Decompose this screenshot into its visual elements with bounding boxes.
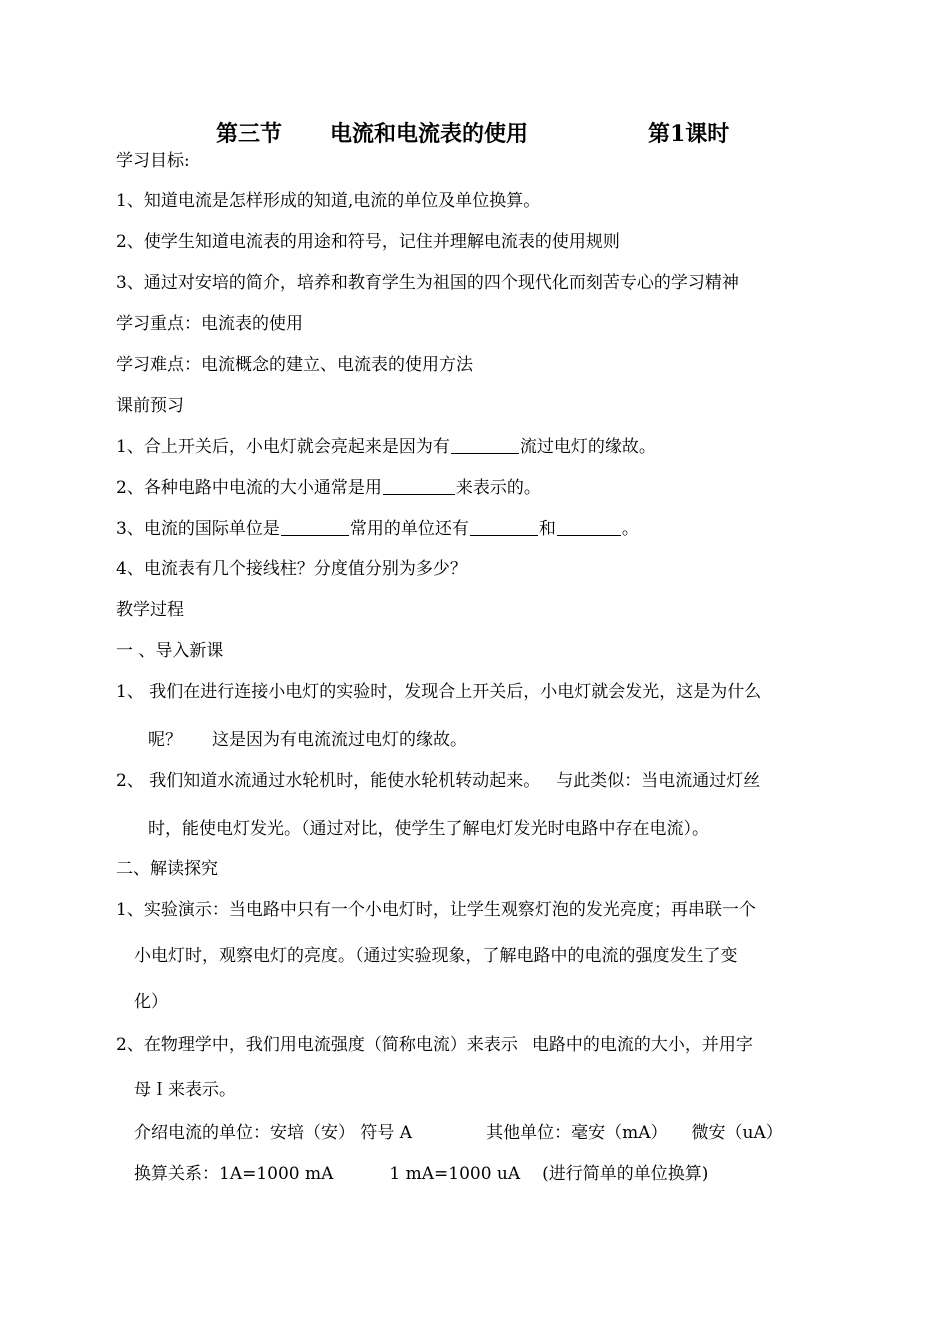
q3-text-c: 和 bbox=[538, 519, 556, 539]
q1-text-b: 流过电灯的缘故。 bbox=[519, 437, 656, 457]
part1-item1-line2 bbox=[148, 729, 467, 751]
part2-item2-line1b: 电路中的电流的大小，并用字 bbox=[531, 1035, 753, 1055]
part1-item1-line2b: 这是因为有电流流过电灯的缘故。 bbox=[212, 730, 467, 750]
page-title bbox=[0, 117, 950, 149]
units-c: 微安（uA） bbox=[691, 1123, 783, 1143]
title-topic: 电流和电流表的使用 bbox=[330, 121, 529, 147]
q1-blank[interactable] bbox=[451, 436, 519, 454]
objective-3: 3、通过对安培的简介，培养和教育学生为祖国的四个现代化而刻苦专心的学习精神 bbox=[116, 273, 739, 293]
units-line bbox=[134, 1122, 783, 1144]
q2-text-b: 来表示的。 bbox=[455, 478, 541, 498]
key-point: 学习重点：电流表的使用 bbox=[116, 314, 303, 334]
part2-item2-line2: 母Ｉ来表示。 bbox=[134, 1080, 236, 1100]
part2-item2-line1 bbox=[116, 1034, 753, 1056]
q1-text-a: 1、合上开关后，小电灯就会亮起来是因为有 bbox=[116, 437, 450, 457]
title-period: 第1课时 bbox=[648, 121, 730, 147]
preview-question-4: 4、电流表有几个接线柱？分度值分别为多少？ bbox=[116, 559, 467, 579]
preview-heading: 课前预习 bbox=[116, 396, 184, 416]
units-b: 其他单位：毫安（mA） bbox=[486, 1123, 668, 1143]
part2-item1-line2: 小电灯时，观察电灯的亮度。（通过实验现象，了解电路中的电流的强度发生了变 bbox=[134, 946, 738, 966]
part1-item2-line2: 时，能使电灯发光。（通过对比，使学生了解电灯发光时电路中存在电流）。 bbox=[148, 819, 709, 839]
units-a: 介绍电流的单位：安培（安） 符号 A bbox=[134, 1123, 413, 1143]
part1-item1-line2a: 呢？ bbox=[148, 730, 182, 750]
part2-item2-line1a: 2、在物理学中，我们用电流强度（简称电流）来表示 bbox=[116, 1035, 518, 1055]
part1-item2-line1 bbox=[116, 770, 760, 792]
objective-1: 1、知道电流是怎样形成的知道,电流的单位及单位换算。 bbox=[116, 191, 541, 211]
q3-text-a: 3、电流的国际单位是 bbox=[116, 519, 280, 539]
difficulty: 学习难点：电流概念的建立、电流表的使用方法 bbox=[116, 355, 473, 375]
preview-question-3 bbox=[116, 518, 639, 540]
q2-text-a: 2、各种电路中电流的大小通常是用 bbox=[116, 478, 382, 498]
q3-blank-3[interactable] bbox=[557, 518, 621, 536]
preview-question-1 bbox=[116, 436, 656, 458]
conv-c: (进行简单的单位换算) bbox=[542, 1164, 709, 1184]
conversion-line bbox=[134, 1163, 708, 1185]
process-heading: 教学过程 bbox=[116, 600, 184, 620]
part2-item1-line3: 化） bbox=[134, 992, 168, 1012]
part1-item2-line1b: 与此类似：当电流通过灯丝 bbox=[556, 771, 761, 791]
objectives-heading: 学习目标: bbox=[116, 151, 190, 171]
objective-2: 2、使学生知道电流表的用途和符号，记住并理解电流表的使用规则 bbox=[116, 232, 620, 252]
q2-blank[interactable] bbox=[383, 477, 455, 495]
part1-heading: 一 、导入新课 bbox=[116, 641, 224, 661]
part2-heading: 二、解读探究 bbox=[116, 859, 218, 879]
part2-item1-line1: 1、实验演示：当电路中只有一个小电灯时，让学生观察灯泡的发光亮度；再串联一个 bbox=[116, 900, 756, 920]
part1-item1-line1: 1、 我们在进行连接小电灯的实验时，发现合上开关后，小电灯就会发光，这是为什么 bbox=[116, 682, 762, 702]
preview-question-2 bbox=[116, 477, 541, 499]
q3-text-d: 。 bbox=[621, 519, 639, 539]
q3-blank-2[interactable] bbox=[470, 518, 538, 536]
q3-text-b: 常用的单位还有 bbox=[349, 519, 469, 539]
q3-blank-1[interactable] bbox=[281, 518, 349, 536]
conv-b: 1 mA=1000 uA bbox=[389, 1164, 521, 1184]
title-section: 第三节 bbox=[216, 121, 283, 147]
conv-a: 换算关系：1A=1000 mA bbox=[134, 1164, 334, 1184]
part1-item2-line1a: 2、 我们知道水流通过水轮机时，能使水轮机转动起来。 bbox=[116, 771, 541, 791]
